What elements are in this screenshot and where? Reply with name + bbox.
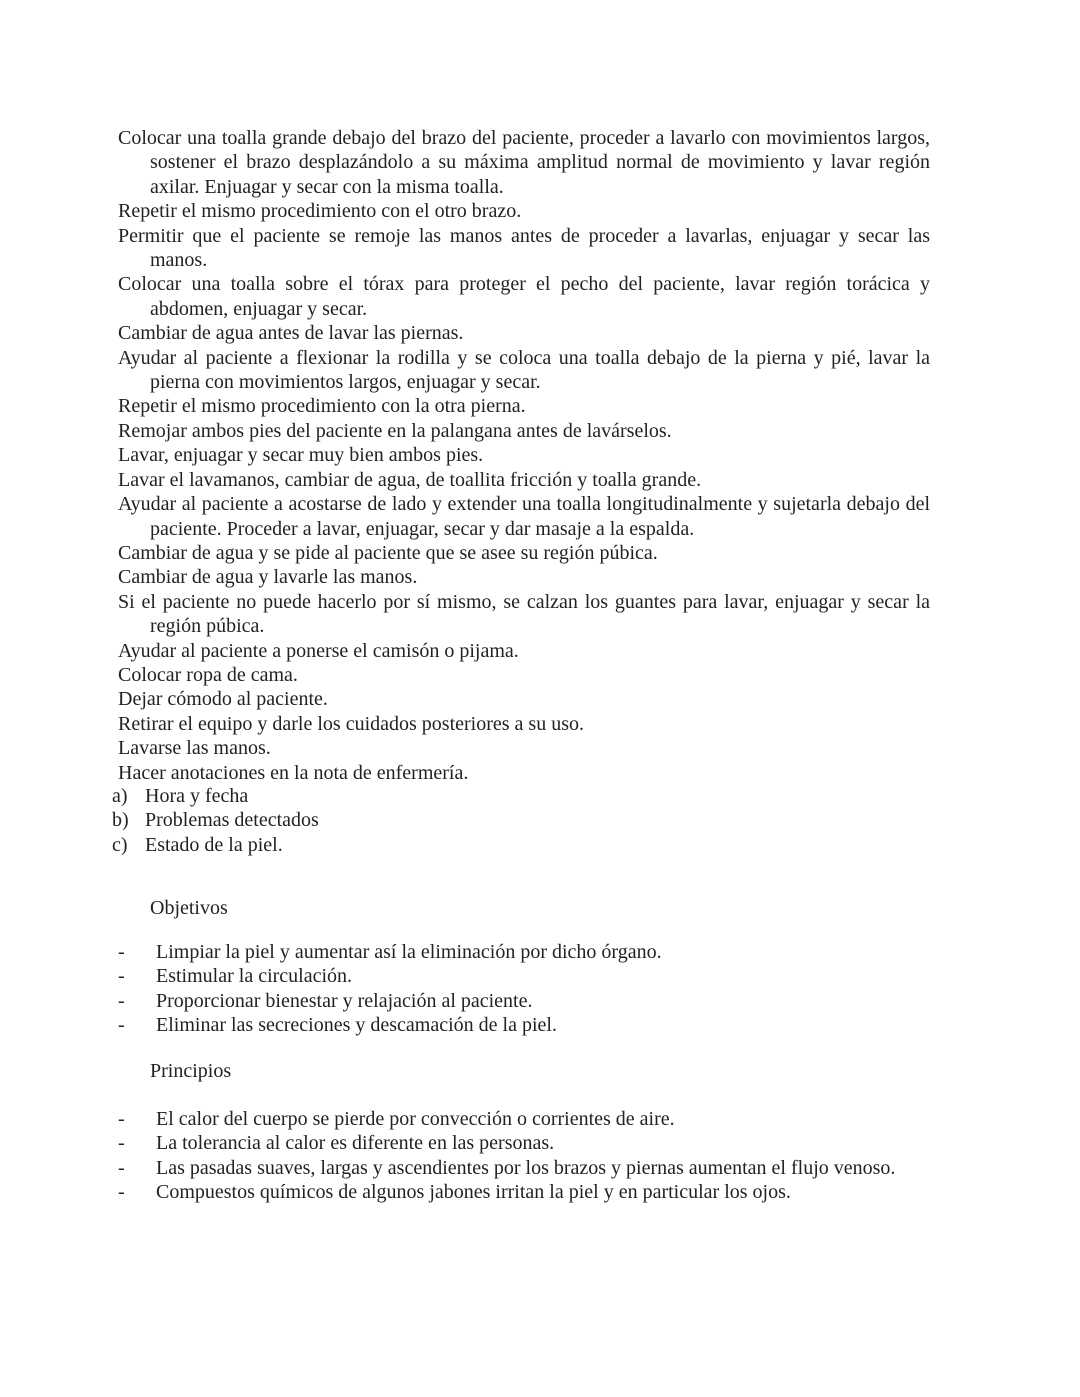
- note-item: [112, 833, 319, 857]
- list-item-text: Las pasadas suaves, largas y ascendientes por los brazos y piernas aumentan el flujo venoso.: [156, 1156, 896, 1179]
- procedure-step: Retirar el equipo y darle los cuidados posteriores a su uso.: [118, 712, 584, 735]
- list-item: [118, 1131, 948, 1155]
- procedure-step: Colocar ropa de cama.: [118, 663, 298, 686]
- note-label: c): [112, 833, 128, 856]
- dash-bullet: -: [118, 1108, 125, 1130]
- procedure-step: Ayudar al paciente a ponerse el camisón o pijama.: [118, 639, 519, 662]
- note-item: [112, 808, 319, 832]
- procedure-step: Lavar el lavamanos, cambiar de agua, de toallita fricción y toalla grande.: [118, 468, 702, 491]
- list-item-text: Estimular la circulación.: [156, 965, 353, 988]
- list-item: [118, 1156, 948, 1180]
- procedure-step: Remojar ambos pies del paciente en la palangana antes de lavárselos.: [118, 419, 672, 442]
- note-text: Problemas detectados: [145, 809, 319, 832]
- procedure-step: Si el paciente no puede hacerlo por sí mismo, se calzan los guantes para lavar, enjuagar y secar la región púbica.: [118, 590, 930, 638]
- list-item: [118, 1013, 948, 1037]
- procedure-step: Repetir el mismo procedimiento con el otro brazo.: [118, 200, 522, 223]
- dash-bullet: -: [118, 1132, 125, 1155]
- procedure-step: Cambiar de agua antes de lavar las piernas.: [118, 322, 464, 345]
- dash-bullet: -: [118, 1014, 125, 1037]
- principios-heading: Principios: [150, 1060, 232, 1082]
- objetivos-list: [118, 940, 948, 1038]
- list-item: [118, 1107, 948, 1131]
- list-item: [118, 989, 948, 1013]
- procedure-step: Hacer anotaciones en la nota de enfermería.: [118, 761, 469, 784]
- dash-bullet: -: [118, 1181, 125, 1204]
- note-label: a): [112, 785, 128, 807]
- list-item-text: El calor del cuerpo se pierde por convección o corrientes de aire.: [156, 1108, 675, 1130]
- procedure-step: Ayudar al paciente a acostarse de lado y extender una toalla longitudinalmente y sujetarla debajo del paciente. Proceder a lavar, enjuagar, secar y dar masaje a la espalda.: [118, 493, 930, 540]
- note-item: [112, 784, 319, 808]
- note-label: b): [112, 809, 129, 832]
- procedure-step: Colocar una toalla grande debajo del brazo del paciente, proceder a lavarlo con movimientos largos, sostener el brazo desplazándolo a su máxima amplitud normal de movimiento y lavar región axilar. Enjuagar y secar con la misma toalla.: [118, 127, 930, 198]
- principios-list: [118, 1107, 948, 1205]
- procedure-step: Lavarse las manos.: [118, 737, 271, 760]
- dash-bullet: -: [118, 965, 125, 988]
- procedure-step: Permitir que el paciente se remoje las manos antes de proceder a lavarlas, enjuagar y secar las manos.: [118, 224, 930, 272]
- dash-bullet: -: [118, 941, 125, 963]
- dash-bullet: -: [118, 989, 125, 1012]
- procedure-step: Cambiar de agua y se pide al paciente que se asee su región púbica.: [118, 541, 658, 564]
- list-item-text: Proporcionar bienestar y relajación al paciente.: [156, 989, 533, 1012]
- list-item-text: Compuestos químicos de algunos jabones irritan la piel y en particular los ojos.: [156, 1181, 791, 1204]
- notes-list: [112, 784, 319, 857]
- procedure-step: Lavar, enjuagar y secar muy bien ambos pies.: [118, 444, 484, 467]
- list-item: [118, 964, 948, 988]
- procedure-step: Colocar una toalla sobre el tórax para proteger el pecho del paciente, lavar región torácica y abdomen, enjuagar y secar.: [118, 273, 930, 320]
- list-item-text: Eliminar las secreciones y descamación de la piel.: [156, 1014, 557, 1037]
- procedure-steps: [118, 126, 930, 785]
- note-text: Hora y fecha: [145, 785, 249, 807]
- procedure-step: Cambiar de agua y lavarle las manos.: [118, 566, 418, 589]
- list-item-text: La tolerancia al calor es diferente en las personas.: [156, 1132, 555, 1155]
- list-item: [118, 1180, 948, 1204]
- procedure-step: Repetir el mismo procedimiento con la otra pierna.: [118, 395, 526, 418]
- objetivos-heading: Objetivos: [150, 897, 228, 919]
- note-text: Estado de la piel.: [145, 833, 283, 856]
- procedure-step: Ayudar al paciente a flexionar la rodilla y se coloca una toalla debajo de la pierna y pié, lavar la pierna con movimientos largos, enjuagar y secar.: [118, 346, 930, 394]
- dash-bullet: -: [118, 1156, 125, 1179]
- list-item: [118, 940, 948, 964]
- list-item-text: Limpiar la piel y aumentar así la eliminación por dicho órgano.: [156, 941, 662, 963]
- procedure-step: Dejar cómodo al paciente.: [118, 688, 328, 711]
